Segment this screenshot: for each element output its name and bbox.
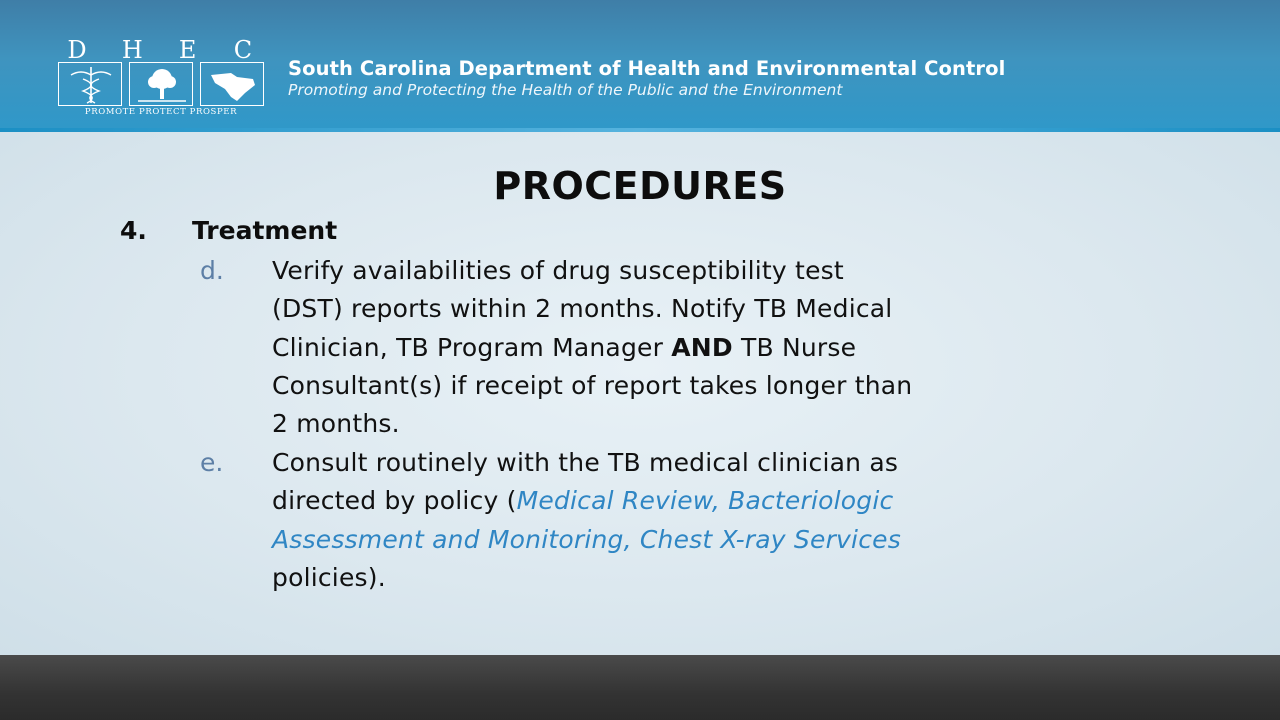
item-e-line-2-text: directed by policy ( (272, 486, 517, 515)
section-title: Treatment (192, 216, 338, 245)
item-letter-e: e. (200, 448, 224, 477)
item-d-line-3-tail: TB Nurse (732, 333, 857, 362)
logo-letter: C (233, 36, 255, 64)
item-d-line-1: Verify availabilities of drug susceptibility test (272, 256, 844, 285)
item-d-line-3-text: Clinician, TB Program Manager (272, 333, 672, 362)
item-d-line-5: 2 months. (272, 409, 400, 438)
logo-letter: H (121, 36, 145, 64)
item-e-line-4: policies). (272, 563, 386, 592)
policy-reference: Medical Review, Bacteriologic (516, 486, 894, 515)
logo-tagline: PROMOTE PROTECT PROSPER (84, 107, 238, 117)
slide-title: PROCEDURES (493, 164, 787, 208)
logo-letters (58, 36, 264, 64)
emphasis-and: AND (671, 333, 733, 362)
organization-motto: Promoting and Protecting the Health of the Public and the Environment (288, 81, 843, 99)
item-d-line-3 (272, 333, 856, 362)
item-letter-d: d. (200, 256, 224, 285)
organization-name: South Carolina Department of Health and Environmental Control (288, 57, 1006, 80)
logo-letter: E (178, 36, 199, 64)
caduceus-icon (58, 62, 122, 106)
logo-letter: D (67, 36, 89, 64)
item-e-line-1: Consult routinely with the TB medical clinician as (272, 448, 899, 477)
policy-reference: Assessment and Monitoring, Chest X-ray Services (272, 525, 901, 554)
palmetto-tree-icon (129, 62, 193, 106)
item-d-line-2: (DST) reports within 2 months. Notify TB Medical (272, 294, 893, 323)
item-d-line-4: Consultant(s) if receipt of report takes longer than (272, 371, 913, 400)
south-carolina-state-icon (200, 62, 264, 106)
section-number: 4. (120, 216, 147, 245)
item-e-line-2 (272, 486, 893, 515)
footer-bar (0, 655, 1280, 720)
header-banner (0, 0, 1280, 131)
dhec-logo (58, 36, 264, 118)
